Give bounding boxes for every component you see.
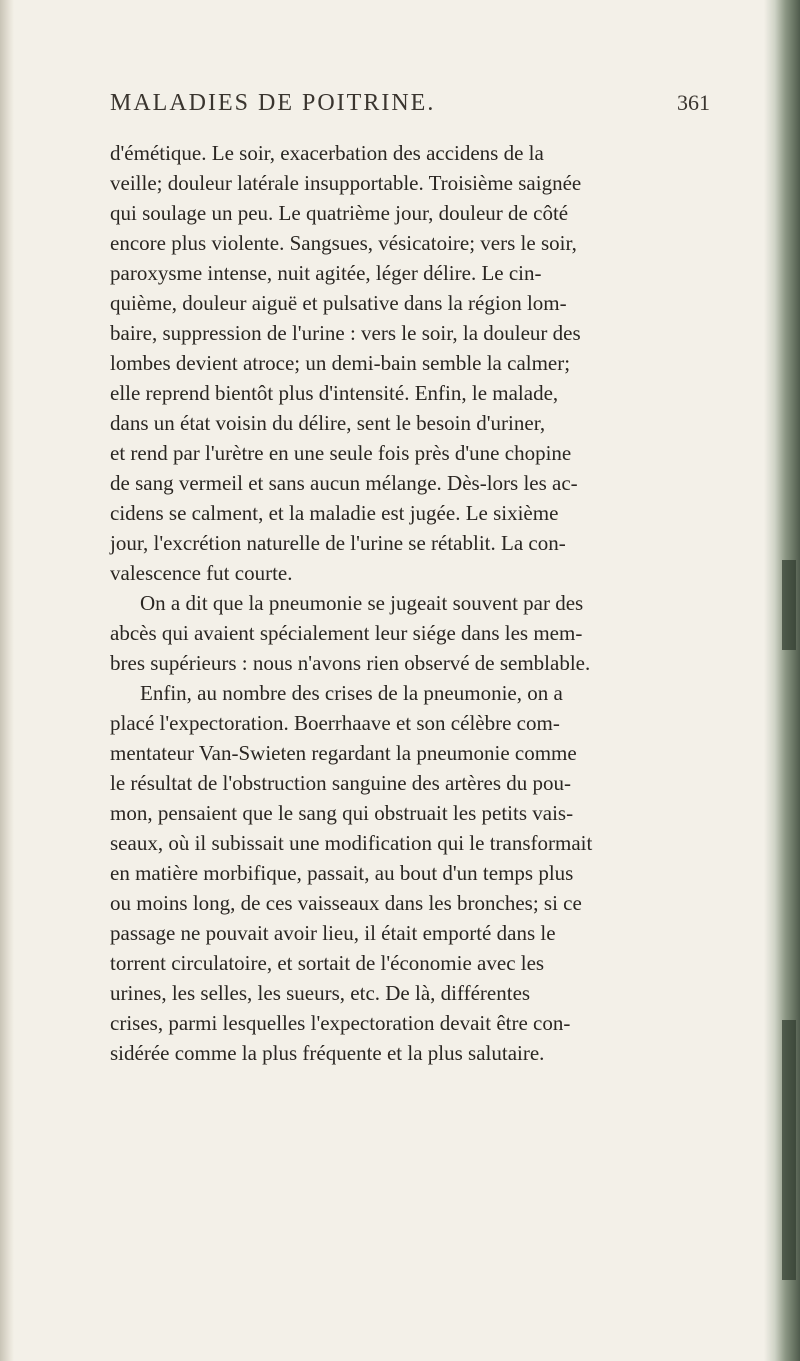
text-line: encore plus violente. Sangsues, vésicatoire; vers le soir, — [110, 231, 577, 255]
book-edge — [764, 0, 800, 1361]
text-line: crises, parmi lesquelles l'expectoration devait être con- — [110, 1011, 571, 1035]
text-line: bres supérieurs : nous n'avons rien observé de semblable. — [110, 651, 591, 675]
text-line: elle reprend bientôt plus d'intensité. Enfin, le malade, — [110, 381, 559, 405]
text-line: On a dit que la pneumonie se jugeait souvent par des — [140, 591, 584, 615]
text-line: seaux, où il subissait une modification qui le transformait — [110, 831, 593, 855]
text-line: abcès qui avaient spécialement leur siége dans les mem- — [110, 621, 583, 645]
text-line: qui soulage un peu. Le quatrième jour, douleur de côté — [110, 201, 569, 225]
edge-mark — [782, 1020, 796, 1280]
text-line: valescence fut courte. — [110, 561, 293, 585]
text-line: placé l'expectoration. Boerrhaave et son célèbre com- — [110, 711, 560, 735]
text-line: ou moins long, de ces vaisseaux dans les bronches; si ce — [110, 891, 582, 915]
running-head — [110, 90, 710, 138]
text-line: mentateur Van-Swieten regardant la pneumonie comme — [110, 741, 577, 765]
page-number: 361 — [677, 90, 710, 115]
text-line: dans un état voisin du délire, sent le besoin d'uriner, — [110, 411, 546, 435]
text-line: torrent circulatoire, et sortait de l'économie avec les — [110, 951, 545, 975]
text-line: paroxysme intense, nuit agitée, léger délire. Le cin- — [110, 261, 542, 285]
text-line: cidens se calment, et la maladie est jugée. Le sixième — [110, 501, 559, 525]
text-line: baire, suppression de l'urine : vers le soir, la douleur des — [110, 321, 581, 345]
text-line: d'émétique. Le soir, exacerbation des accidens de la — [110, 141, 544, 165]
text-line: jour, l'excrétion naturelle de l'urine se rétablit. La con- — [110, 531, 566, 555]
text-line: passage ne pouvait avoir lieu, il était emporté dans le — [110, 921, 556, 945]
running-title: MALADIES DE POITRINE. — [110, 90, 436, 116]
text-line: veille; douleur latérale insupportable. Troisième saignée — [110, 171, 582, 195]
edge-mark — [782, 560, 796, 650]
text-line: de sang vermeil et sans aucun mélange. Dès-lors les ac- — [110, 471, 578, 495]
body-text — [110, 138, 710, 1068]
text-line: le résultat de l'obstruction sanguine des artères du pou- — [110, 771, 571, 795]
text-line: Enfin, au nombre des crises de la pneumonie, on a — [140, 681, 563, 705]
book-page — [110, 90, 710, 1068]
text-line: mon, pensaient que le sang qui obstruait les petits vais- — [110, 801, 574, 825]
text-line: urines, les selles, les sueurs, etc. De là, différentes — [110, 981, 531, 1005]
text-line: en matière morbifique, passait, au bout d'un temps plus — [110, 861, 574, 885]
text-line: lombes devient atroce; un demi-bain semble la calmer; — [110, 351, 571, 375]
page-gutter-shadow — [0, 0, 14, 1361]
text-line: et rend par l'urètre en une seule fois près d'une chopine — [110, 441, 572, 465]
text-line: quième, douleur aiguë et pulsative dans la région lom- — [110, 291, 567, 315]
text-line: sidérée comme la plus fréquente et la plus salutaire. — [110, 1041, 545, 1065]
